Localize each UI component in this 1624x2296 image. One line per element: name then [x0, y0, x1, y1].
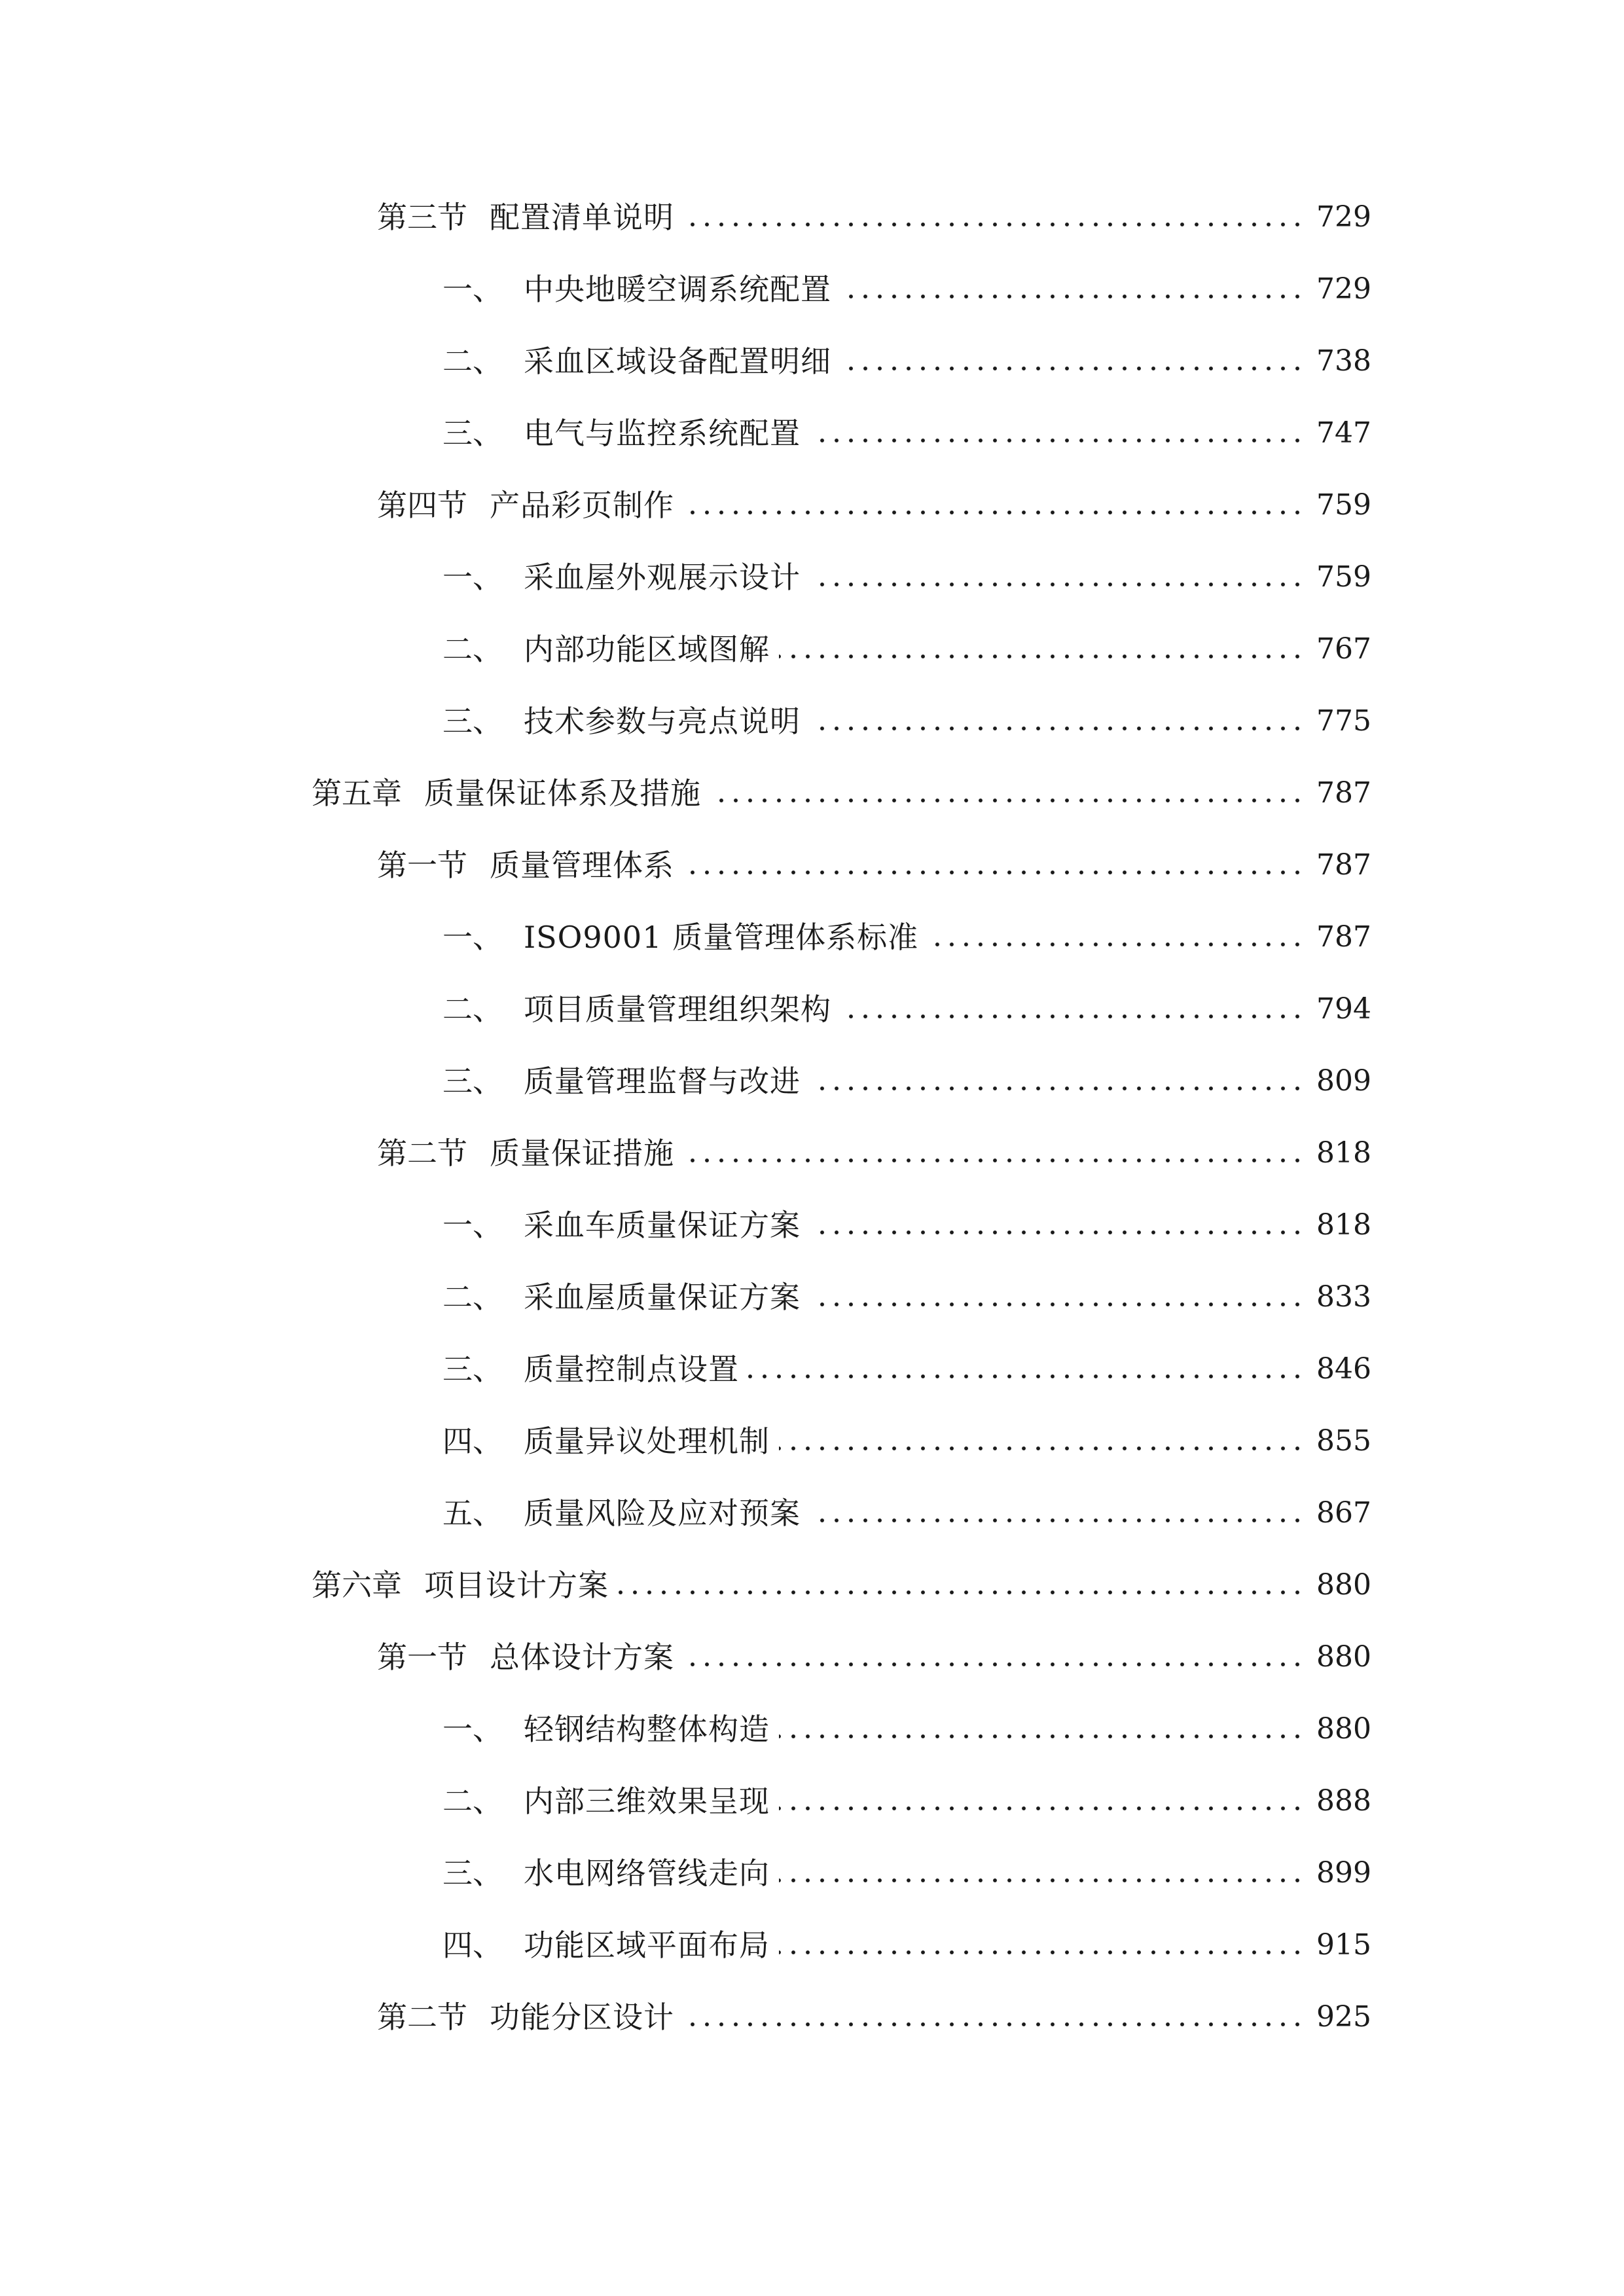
toc-entry-number: 第三节	[377, 200, 467, 235]
toc-entry[interactable]	[377, 1634, 1371, 1681]
toc-entry-page: 809	[1316, 1064, 1371, 1098]
toc-entry-number: 四、	[442, 1928, 503, 1963]
toc-entry-number: 三、	[442, 704, 503, 739]
toc-entry-title: 项目质量管理组织架构	[524, 992, 831, 1027]
toc-entry-title: 采血车质量保证方案	[524, 1208, 801, 1243]
toc-entry-number: 二、	[442, 1784, 503, 1819]
toc-dot-leader	[683, 221, 1305, 228]
toc-entry-title: 水电网络管线走向	[524, 1856, 770, 1891]
toc-entry-page: 759	[1316, 488, 1371, 522]
toc-entry-number: 第一节	[377, 848, 467, 883]
toc-entry-page: 787	[1316, 776, 1371, 810]
toc-entry-number: 第四节	[377, 488, 467, 523]
toc-entry-page: 899	[1316, 1856, 1371, 1890]
toc-entry-page: 880	[1316, 1712, 1371, 1746]
toc-dot-leader	[810, 1300, 1305, 1308]
toc-entry-number: 第一节	[377, 1640, 467, 1675]
toc-entry-number: 第六章	[312, 1568, 402, 1603]
toc-entry-title: 质量保证措施	[490, 1136, 674, 1171]
toc-entry-page: 846	[1316, 1352, 1371, 1386]
toc-entry-title: 质量管理体系	[490, 848, 674, 883]
toc-entry-page: 833	[1316, 1280, 1371, 1314]
toc-entry-number: 一、	[442, 920, 503, 955]
toc-entry[interactable]	[312, 1562, 1371, 1609]
toc-entry[interactable]	[442, 1274, 1371, 1321]
toc-entry-number: 一、	[442, 1712, 503, 1747]
toc-dot-leader	[748, 1372, 1305, 1380]
toc-dot-leader	[683, 869, 1305, 876]
toc-entry-number: 三、	[442, 1856, 503, 1891]
toc-entry[interactable]	[312, 770, 1371, 817]
toc-entry[interactable]	[442, 1058, 1371, 1105]
toc-entry-title: 采血屋外观展示设计	[524, 560, 801, 595]
toc-entry-title: 质量异议处理机制	[524, 1424, 770, 1459]
toc-dot-leader	[810, 1085, 1305, 1092]
toc-dot-leader	[810, 1516, 1305, 1524]
toc-entry-title: 总体设计方案	[490, 1640, 674, 1675]
toc-entry-number: 二、	[442, 632, 503, 667]
toc-entry[interactable]	[442, 1922, 1371, 1969]
toc-entry-number: 五、	[442, 1496, 503, 1531]
toc-entry[interactable]	[442, 626, 1371, 673]
toc-entry-page: 747	[1316, 416, 1371, 450]
toc-dot-leader	[618, 1588, 1305, 1596]
toc-entry-title: 中央地暖空调系统配置	[524, 272, 831, 307]
toc-entry-title: 电气与监控系统配置	[524, 416, 801, 451]
toc-entry-page: 767	[1316, 632, 1371, 666]
toc-entry[interactable]	[442, 554, 1371, 601]
toc-entry[interactable]	[442, 1778, 1371, 1825]
toc-entry-number: 二、	[442, 344, 503, 379]
toc-entry-title: 质量保证体系及措施	[424, 776, 701, 811]
toc-entry[interactable]	[442, 698, 1371, 745]
toc-entry-title: 采血屋质量保证方案	[524, 1280, 801, 1315]
toc-entry-page: 915	[1316, 1928, 1371, 1962]
toc-entry[interactable]	[377, 842, 1371, 889]
toc-entry-title: 产品彩页制作	[490, 488, 674, 523]
toc-dot-leader	[779, 1948, 1305, 1956]
toc-entry-number: 二、	[442, 1280, 503, 1315]
toc-entry[interactable]	[442, 986, 1371, 1033]
toc-dot-leader	[779, 653, 1305, 660]
toc-dot-leader	[840, 1013, 1305, 1020]
toc-entry-number: 一、	[442, 272, 503, 307]
toc-dot-leader	[840, 293, 1305, 300]
toc-dot-leader	[710, 797, 1305, 804]
toc-entry-title: 采血区域设备配置明细	[524, 344, 831, 379]
toc-entry[interactable]	[442, 1202, 1371, 1249]
toc-entry-number: 第二节	[377, 2000, 467, 2035]
toc-entry[interactable]	[377, 194, 1371, 241]
toc-entry[interactable]	[377, 1994, 1371, 2041]
toc-entry[interactable]	[442, 410, 1371, 457]
toc-entry-page: 818	[1316, 1136, 1371, 1170]
toc-entry-page: 738	[1316, 344, 1371, 378]
toc-entry-number: 一、	[442, 1208, 503, 1243]
toc-dot-leader	[683, 2020, 1305, 2028]
toc-entry[interactable]	[442, 1490, 1371, 1537]
toc-dot-leader	[810, 437, 1305, 444]
toc-dot-leader	[810, 1229, 1305, 1236]
toc-entry-title: 技术参数与亮点说明	[524, 704, 801, 739]
toc-dot-leader	[810, 725, 1305, 732]
toc-entry-page: 818	[1316, 1208, 1371, 1242]
toc-entry-page: 880	[1316, 1568, 1371, 1602]
toc-entry-title: 内部功能区域图解	[524, 632, 770, 667]
toc-dot-leader	[779, 1732, 1305, 1740]
toc-dot-leader	[779, 1804, 1305, 1812]
toc-entry-page: 759	[1316, 560, 1371, 594]
toc-entry[interactable]	[442, 266, 1371, 313]
toc-entry[interactable]	[442, 1706, 1371, 1753]
toc-dot-leader	[683, 509, 1305, 516]
toc-entry-title: 项目设计方案	[424, 1568, 609, 1603]
toc-entry-number: 三、	[442, 1064, 503, 1099]
toc-entry-title: 内部三维效果呈现	[524, 1784, 770, 1819]
toc-entry-title: 功能分区设计	[490, 2000, 674, 2035]
toc-dot-leader	[779, 1444, 1305, 1452]
toc-dot-leader	[683, 1157, 1305, 1164]
toc-entry-title: 质量风险及应对预案	[524, 1496, 801, 1531]
toc-entry[interactable]	[442, 1850, 1371, 1897]
toc-entry-number: 三、	[442, 416, 503, 451]
toc-entry-title: 配置清单说明	[490, 200, 674, 235]
toc-entry-title: 轻钢结构整体构造	[524, 1712, 770, 1747]
toc-entry-page: 867	[1316, 1496, 1371, 1530]
toc-entry-page: 880	[1316, 1640, 1371, 1674]
toc-dot-leader	[683, 1660, 1305, 1668]
toc-entry[interactable]	[442, 1418, 1371, 1465]
toc-entry-page: 729	[1316, 200, 1371, 234]
toc-entry-number: 第五章	[312, 776, 402, 811]
toc-dot-leader	[840, 365, 1305, 372]
toc-entry-number: 二、	[442, 992, 503, 1027]
toc-entry[interactable]	[442, 338, 1371, 385]
toc-entry[interactable]	[377, 1130, 1371, 1177]
toc-dot-leader	[779, 1876, 1305, 1884]
toc-entry[interactable]	[442, 1346, 1371, 1393]
toc-entry-title: ISO9001 质量管理体系标准	[524, 920, 919, 955]
toc-entry-number: 三、	[442, 1352, 503, 1387]
toc-entry-title: 质量控制点设置	[524, 1352, 739, 1387]
toc-entry-number: 一、	[442, 560, 503, 595]
toc-entry[interactable]	[442, 914, 1371, 961]
toc-dot-leader	[810, 581, 1305, 588]
toc-entry[interactable]	[377, 482, 1371, 529]
toc-dot-leader	[928, 941, 1305, 948]
toc-entry-page: 925	[1316, 2000, 1371, 2034]
toc-entry-page: 775	[1316, 704, 1371, 738]
toc-entry-page: 855	[1316, 1424, 1371, 1458]
toc-entry-title: 质量管理监督与改进	[524, 1064, 801, 1099]
toc-entry-page: 787	[1316, 848, 1371, 882]
toc-entry-page: 888	[1316, 1784, 1371, 1818]
toc-entry-title: 功能区域平面布局	[524, 1928, 770, 1963]
toc-entry-number: 第二节	[377, 1136, 467, 1171]
toc-entry-number: 四、	[442, 1424, 503, 1459]
toc-entry-page: 794	[1316, 992, 1371, 1026]
toc-entry-page: 787	[1316, 920, 1371, 954]
toc-entry-page: 729	[1316, 272, 1371, 306]
